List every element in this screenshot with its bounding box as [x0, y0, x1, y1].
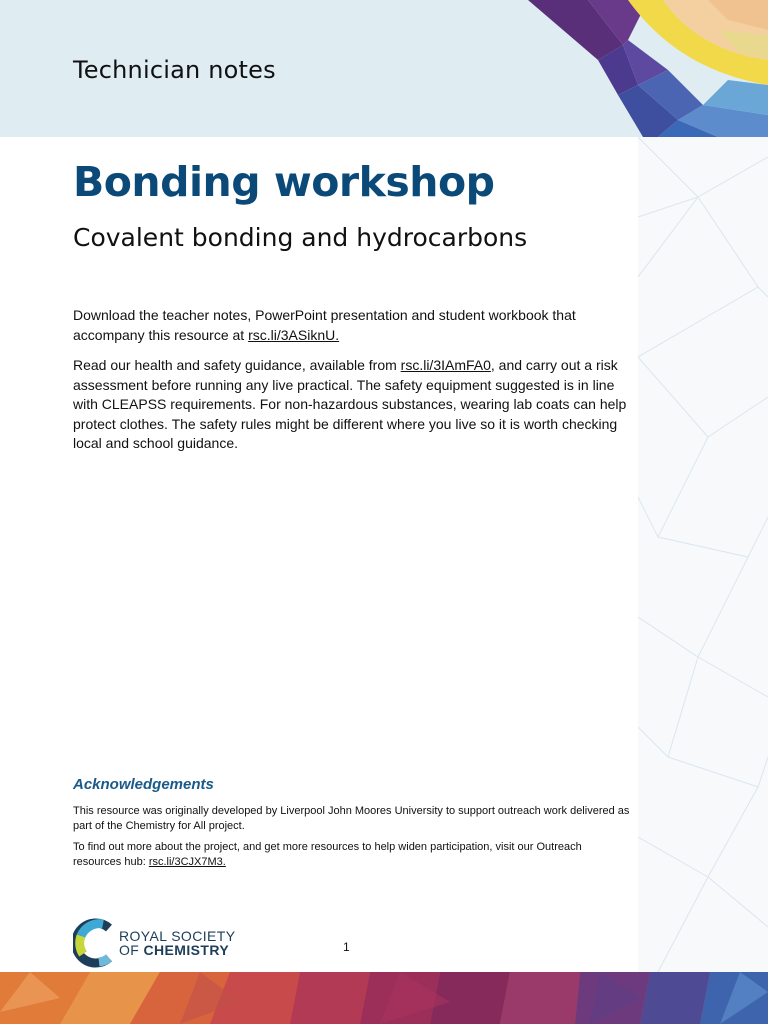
logo-text-prefix: OF [119, 942, 144, 958]
decorative-triangle-pattern [638, 137, 768, 972]
body-text [73, 306, 628, 465]
logo-text-line2 [119, 942, 229, 958]
page-number: 1 [343, 940, 350, 954]
acknowledgements-paragraph-2-text: To find out more about the project, and get more resources to help widen participation, visit our Outreach resources hub: [73, 841, 582, 868]
paragraph-downloads [73, 306, 628, 345]
logo-text-line1: ROYAL SOCIETY [119, 928, 236, 944]
outreach-hub-link[interactable]: rsc.li/3CJX7M3. [148, 855, 226, 868]
paragraph-safety-text-end: , and carry out a risk assessment before running any live practical. The safety equipment suggested is in line with CLEAPSS requirements. For non-hazardous substances, wearing lab coats can help protect clothes. The safety rules might be different where you live so it is worth checking local and school guidance. [73, 357, 627, 451]
decorative-corner-art [528, 0, 768, 137]
document-subtitle: Covalent bonding and hydrocarbons [73, 223, 528, 252]
paragraph-safety-text-start: Read our health and safety guidance, available from [73, 357, 401, 373]
acknowledgements-heading: Acknowledgements [73, 776, 214, 793]
logo-text-bold: CHEMISTRY [143, 942, 230, 958]
acknowledgements-paragraph-1: This resource was originally developed by Liverpool John Moores University to support outreach work delivered as part of the Chemistry for All project. [73, 805, 630, 832]
acknowledgements-paragraph-2 [73, 840, 633, 869]
rsc-logo [73, 918, 273, 968]
document-title: Bonding workshop [73, 158, 495, 206]
header-label: Technician notes [73, 56, 276, 84]
paragraph-safety [73, 356, 628, 454]
resource-link[interactable]: rsc.li/3ASiknU. [248, 326, 340, 343]
acknowledgements-text [73, 804, 633, 876]
rsc-logo-icon [73, 918, 117, 968]
safety-guidance-link[interactable]: rsc.li/3IAmFA0 [400, 357, 491, 373]
paragraph-downloads-text: Download the teacher notes, PowerPoint presentation and student workbook that accompany this resource at [73, 307, 576, 343]
decorative-footer-band [0, 972, 768, 1024]
